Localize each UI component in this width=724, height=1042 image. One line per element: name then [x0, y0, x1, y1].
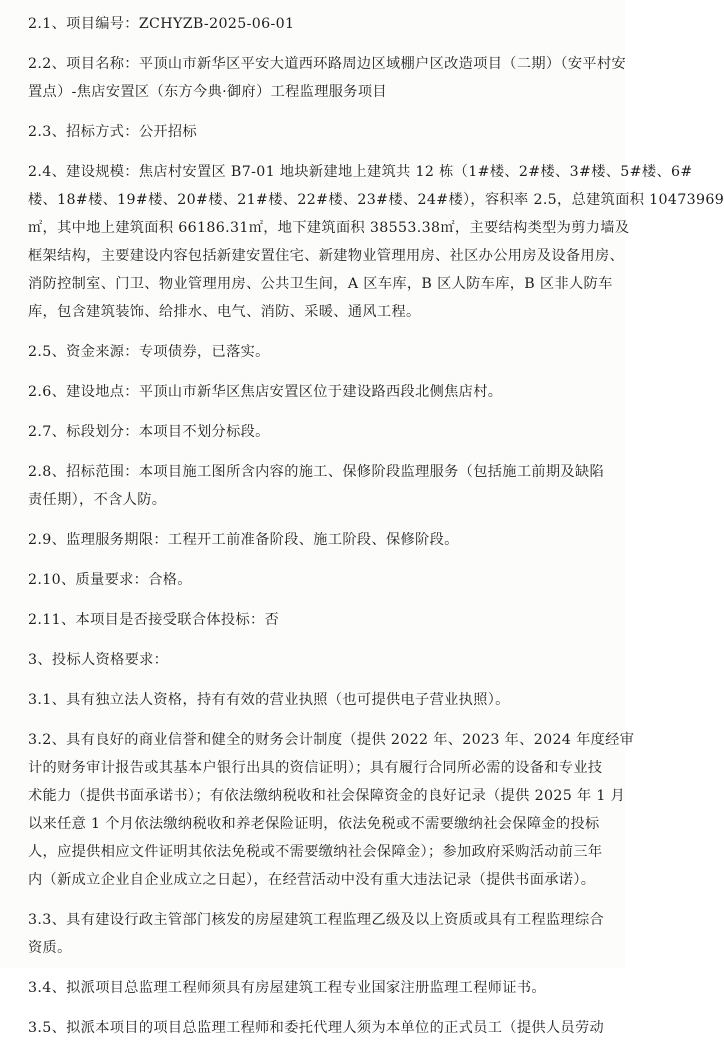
- paragraph-2-11: [28, 606, 615, 634]
- text-line: 3.1、具有独立法人资格，持有有效的营业执照（也可提供电子营业执照）。: [28, 692, 510, 708]
- paragraph-2-5: [28, 338, 615, 366]
- text-line: 计的财务审计报告或其基本户银行出具的资信证明）；具有履行合同所必需的设备和专业技: [28, 760, 603, 776]
- text-line: 术能力（提供书面承诺书）；有依法缴纳税收和社会保障资金的良好记录（提供 2025 年 1 月: [28, 788, 626, 804]
- text-line: ㎡，其中地上建筑面积 66186.31㎡，地下建筑面积 38553.38㎡，主要结构类型为剪力墙及: [28, 220, 630, 236]
- text-line: 框架结构，主要建设内容包括新建安置住宅、新建物业管理用房、社区办公用房及设备用房、: [28, 248, 625, 264]
- text-line: 3.2、具有良好的商业信誉和健全的财务会计制度（提供 2022 年、2023 年、2024 年度经审: [28, 732, 635, 748]
- text-line: 2.1、项目编号：ZCHYZB-2025-06-01: [28, 16, 295, 32]
- text-line: 2.6、建设地点：平顶山市新华区焦店安置区位于建设路西段北侧焦店村。: [28, 384, 503, 400]
- text-line: 3、投标人资格要求：: [28, 652, 169, 668]
- paragraph-2-1: [28, 10, 615, 38]
- paragraph-3: [28, 646, 615, 674]
- paragraph-2-6: [28, 378, 615, 406]
- paragraph-3-3: [28, 906, 615, 962]
- text-line: 3.5、拟派本项目的项目总监理工程师和委托代理人须为本单位的正式员工（提供人员劳动: [28, 1020, 605, 1036]
- text-line: 2.3、招标方式：公开招标: [28, 124, 197, 140]
- text-line: 内（新成立企业自企业成立之日起），在经营活动中没有重大违法记录（提供书面承诺）。: [28, 872, 596, 888]
- text-line: 以来任意 1 个月依法缴纳税收和养老保险证明，依法免税或不需要缴纳社会保障金的投标: [28, 816, 600, 832]
- paragraph-2-8: [28, 458, 615, 514]
- text-line: 2.7、标段划分：本项目不划分标段。: [28, 424, 270, 440]
- paragraph-2-2: [28, 50, 627, 106]
- text-line: 2.9、监理服务期限：工程开工前准备阶段、施工阶段、保修阶段。: [28, 532, 459, 548]
- text-line: 置点）-焦店安置区（东方今典·御府）工程监理服务项目: [28, 84, 387, 100]
- text-line: 资质。: [28, 940, 72, 956]
- text-line: 库，包含建筑装饰、给排水、电气、消防、采暖、通风工程。: [28, 304, 421, 320]
- paragraph-2-7: [28, 418, 615, 446]
- paragraph-3-4: [28, 974, 615, 1002]
- text-line: 2.4、建设规模：焦店村安置区 B7-01 地块新建地上建筑共 12 栋（1#楼、2#楼、3#楼、5#楼、6#: [28, 164, 693, 180]
- text-line: 3.3、具有建设行政主管部门核发的房屋建筑工程监理乙级及以上资质或具有工程监理综合: [28, 912, 605, 928]
- document-body: [28, 10, 724, 1042]
- paragraph-2-3: [28, 118, 615, 146]
- text-line: 3.4、拟派项目总监理工程师须具有房屋建筑工程专业国家注册监理工程师证书。: [28, 980, 546, 996]
- text-line: 2.10、质量要求：合格。: [28, 572, 192, 588]
- paragraph-2-10: [28, 566, 615, 594]
- paragraph-3-1: [28, 686, 615, 714]
- text-line: 2.8、招标范围：本项目施工图所含内容的施工、保修阶段监理服务（包括施工前期及缺陷: [28, 464, 605, 480]
- text-line: 楼、18#楼、19#楼、20#楼、21#楼、22#楼、23#楼、24#楼），容积率 2.5，总建筑面积 10473969: [28, 192, 724, 208]
- text-line: 责任期），不含人防。: [28, 492, 167, 508]
- paragraph-3-5: [28, 1014, 615, 1042]
- text-line: 消防控制室、门卫、物业管理用房、公共卫生间，A 区车库，B 区人防车库，B 区非人防车: [28, 276, 613, 292]
- paragraph-2-9: [28, 526, 615, 554]
- text-line: 人，应提供相应文件证明其依法免税或不需要缴纳社会保障金）；参加政府采购活动前三年: [28, 844, 603, 860]
- text-line: 2.5、资金来源：专项债券，已落实。: [28, 344, 270, 360]
- text-line: 2.2、项目名称：平顶山市新华区平安大道西环路周边区域棚户区改造项目（二期）（安平村安: [28, 56, 627, 72]
- paragraph-3-2: [28, 726, 635, 894]
- text-line: 2.11、本项目是否接受联合体投标：否: [28, 612, 280, 628]
- paragraph-2-4: [28, 158, 724, 326]
